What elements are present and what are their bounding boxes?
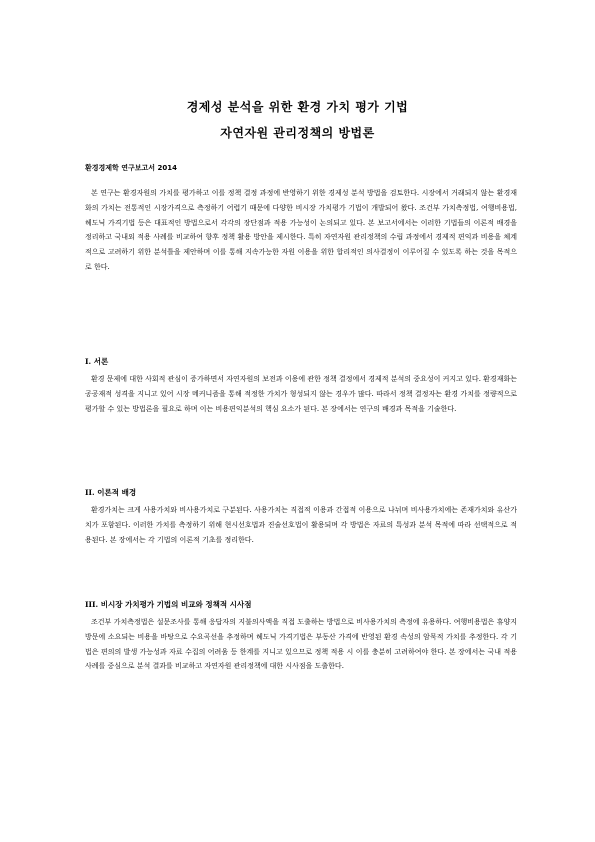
document-title-line-1: 경제성 분석을 위한 환경 가치 평가 기법 (186, 100, 409, 114)
document-title-line-2: 자연자원 관리정책의 방법론 (220, 126, 375, 140)
section-body-1: 환경 문제에 대한 사회적 관심이 증가하면서 자연자원의 보전과 이용에 관한 정책 결정에서 경제적 분석의 중요성이 커지고 있다. 환경재화는 공공재적 성격을 지니고 있어 시장 메커니즘을 통해 적정한 가치가 형성되지 않는 경우가 많다. 따라서 정책 결정자는 환경 가치를 정량적으로 평가할 수 있는 방법론을 필요로 하며 이는 비용편익분석의 핵심 요소가 된다. 본 장에서는 연구의 배경과 목적을 기술한다. (85, 375, 517, 413)
abstract-paragraph: 본 연구는 환경자원의 가치를 평가하고 이를 정책 결정 과정에 반영하기 위한 경제성 분석 방법을 검토한다. 시장에서 거래되지 않는 환경재화의 가치는 전통적인 시장가격으로 측정하기 어렵기 때문에 다양한 비시장 가치평가 기법이 개발되어 왔다. 조건부 가치측정법, 여행비용법, 헤도닉 가격기법 등은 대표적인 방법으로서 각각의 장단점과 적용 가능성이 논의되고 있다. 본 보고서에서는 이러한 기법들의 이론적 배경을 정리하고 국내외 적용 사례를 비교하여 향후 정책 활용 방안을 제시한다. 특히 자연자원 관리정책의 수립 과정에서 경제적 편익과 비용을 체계적으로 고려하기 위한 분석틀을 제안하며 이를 통해 지속가능한 자원 이용을 위한 합리적인 의사결정이 이루어질 수 있도록 하는 것을 목적으로 한다. (85, 189, 517, 271)
section-heading-1: I. 서론 (85, 357, 109, 366)
section-heading-3: III. 비시장 가치평가 기법의 비교와 정책적 시사점 (85, 600, 252, 609)
document-meta: 환경경제학 연구보고서 2014 (85, 164, 177, 172)
section-body-2: 환경가치는 크게 사용가치와 비사용가치로 구분된다. 사용가치는 직접적 이용과 간접적 이용으로 나뉘며 비사용가치에는 존재가치와 유산가치가 포함된다. 이러한 가치를 측정하기 위해 현시선호법과 진술선호법이 활용되며 각 방법은 자료의 특성과 분석 목적에 따라 선택적으로 적용된다. 본 장에서는 각 기법의 이론적 기초를 정리한다. (85, 506, 517, 544)
section-body-3: 조건부 가치측정법은 설문조사를 통해 응답자의 지불의사액을 직접 도출하는 방법으로 비사용가치의 측정에 유용하다. 여행비용법은 휴양지 방문에 소요되는 비용을 바탕으로 수요곡선을 추정하며 헤도닉 가격기법은 부동산 가격에 반영된 환경 속성의 암묵적 가치를 추정한다. 각 기법은 편의의 발생 가능성과 자료 수집의 어려움 등 한계를 지니고 있으므로 정책 적용 시 이를 충분히 고려하여야 한다. 본 장에서는 국내 적용 사례를 중심으로 분석 결과를 비교하고 자연자원 관리정책에 대한 시사점을 도출한다. (85, 618, 517, 671)
section-heading-2: II. 이론적 배경 (85, 488, 137, 497)
